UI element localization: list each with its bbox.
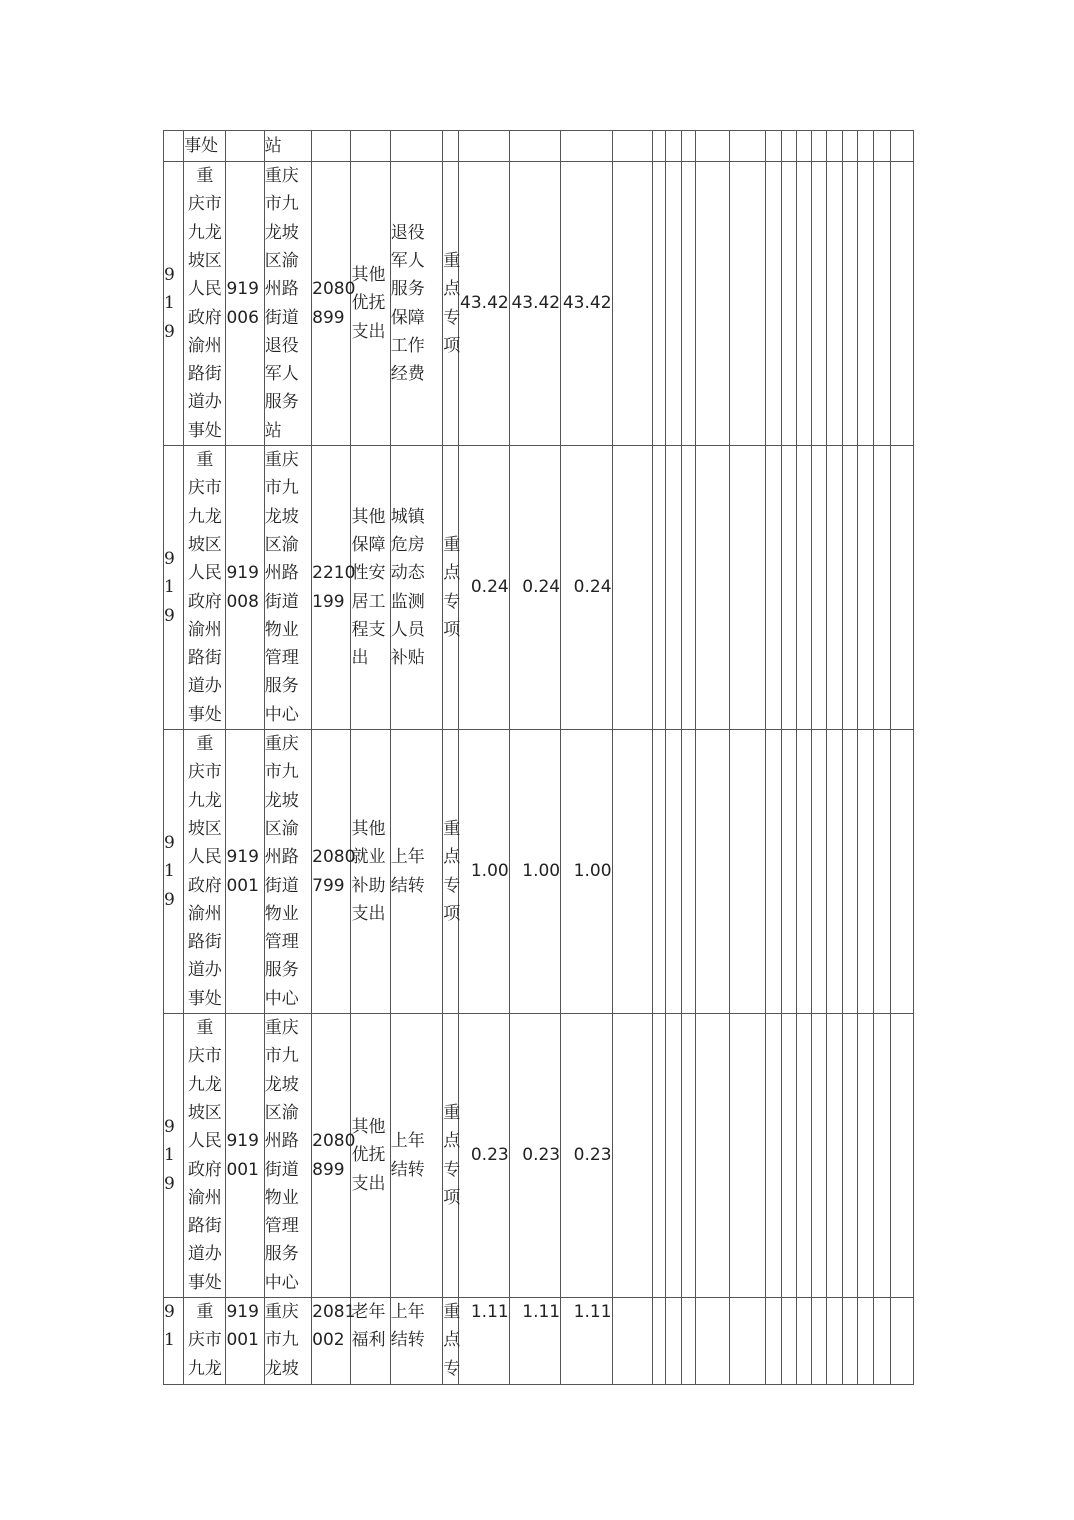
cell-unit: 重 庆市 九龙 坡区 人民 政府 渝州 路街 道办 事处 <box>184 1014 226 1298</box>
empty-cell <box>796 730 811 1014</box>
empty-cell <box>696 1014 730 1298</box>
empty-cell <box>652 131 665 162</box>
cell-func-code: 2081 002 <box>312 1298 351 1385</box>
empty-cell <box>696 162 730 446</box>
cell-project: 上年 结转 <box>390 1298 442 1385</box>
empty-cell <box>890 1014 913 1298</box>
cell-func-name <box>351 131 390 162</box>
cell-type: 重 点 专 <box>443 1298 459 1385</box>
empty-cell <box>730 162 765 446</box>
cell-unit: 事处 <box>184 131 226 162</box>
empty-cell <box>858 162 873 446</box>
cell-project <box>390 131 442 162</box>
empty-cell <box>781 446 796 730</box>
empty-cell <box>873 446 890 730</box>
cell-dept: 重庆 市九 龙坡 区渝 州路 街道 物业 管理 服务 中心 <box>264 1014 311 1298</box>
empty-cell <box>730 1014 765 1298</box>
cell-value-1: 0.24 <box>459 446 509 730</box>
cell-value-1: 43.42 <box>459 162 509 446</box>
empty-cell <box>890 131 913 162</box>
empty-cell <box>890 1298 913 1385</box>
cell-project: 退役 军人 服务 保障 工作 经费 <box>390 162 442 446</box>
cell-value-3: 43.42 <box>561 162 612 446</box>
empty-cell <box>796 446 811 730</box>
cell-func-code: 2210 199 <box>312 446 351 730</box>
empty-cell <box>843 162 858 446</box>
cell-value-2: 0.23 <box>509 1014 560 1298</box>
empty-cell <box>652 1298 665 1385</box>
empty-cell <box>682 131 696 162</box>
empty-cell <box>682 162 696 446</box>
empty-cell <box>665 730 681 1014</box>
cell-project: 城镇 危房 动态 监测 人员 补贴 <box>390 446 442 730</box>
cell-code <box>226 131 264 162</box>
empty-cell <box>730 446 765 730</box>
cell-value-3: 1.00 <box>561 730 612 1014</box>
cell-dept: 重庆 市九 龙坡 区渝 州路 街道 物业 管理 服务 中心 <box>264 730 311 1014</box>
empty-cell <box>812 730 827 1014</box>
cell-project: 上年 结转 <box>390 730 442 1014</box>
cell-code: 919 001 <box>226 1298 264 1385</box>
cell-value-2: 43.42 <box>509 162 560 446</box>
empty-cell <box>781 1014 796 1298</box>
cell-dept: 重庆 市九 龙坡 <box>264 1298 311 1385</box>
empty-cell <box>682 1298 696 1385</box>
empty-cell <box>730 131 765 162</box>
cell-value-3 <box>561 131 612 162</box>
empty-cell <box>796 1298 811 1385</box>
cell-index <box>164 131 184 162</box>
empty-cell <box>781 1298 796 1385</box>
cell-unit: 重 庆市 九龙 坡区 人民 政府 渝州 路街 道办 事处 <box>184 730 226 1014</box>
cell-index: 9 1 9 <box>164 730 184 1014</box>
empty-cell <box>696 446 730 730</box>
empty-cell <box>873 131 890 162</box>
empty-cell <box>682 446 696 730</box>
empty-cell <box>873 162 890 446</box>
empty-cell <box>696 131 730 162</box>
cell-dept: 重庆 市九 龙坡 区渝 州路 街道 退役 军人 服务 站 <box>264 162 311 446</box>
empty-cell <box>843 730 858 1014</box>
empty-cell <box>796 162 811 446</box>
empty-cell <box>796 131 811 162</box>
cell-value-2: 0.24 <box>509 446 560 730</box>
empty-cell <box>652 730 665 1014</box>
empty-cell <box>765 730 781 1014</box>
empty-cell <box>765 1298 781 1385</box>
empty-cell <box>858 1298 873 1385</box>
empty-cell <box>858 446 873 730</box>
empty-cell <box>843 1014 858 1298</box>
empty-cell <box>612 1014 652 1298</box>
empty-cell <box>812 131 827 162</box>
empty-cell <box>873 1014 890 1298</box>
cell-index: 9 1 9 <box>164 162 184 446</box>
empty-cell <box>696 1298 730 1385</box>
cell-dept: 站 <box>264 131 311 162</box>
empty-cell <box>765 162 781 446</box>
cell-value-1: 1.00 <box>459 730 509 1014</box>
empty-cell <box>652 162 665 446</box>
cell-func-code: 2080 799 <box>312 730 351 1014</box>
cell-unit: 重 庆市 九龙 <box>184 1298 226 1385</box>
empty-cell <box>827 131 843 162</box>
empty-cell <box>665 1298 681 1385</box>
cell-unit: 重 庆市 九龙 坡区 人民 政府 渝州 路街 道办 事处 <box>184 446 226 730</box>
cell-value-3: 0.24 <box>561 446 612 730</box>
cell-value-1: 1.11 <box>459 1298 509 1385</box>
empty-cell <box>665 446 681 730</box>
cell-func-name: 其他 就业 补助 支出 <box>351 730 390 1014</box>
cell-func-code <box>312 131 351 162</box>
budget-table <box>163 130 914 1385</box>
empty-cell <box>696 730 730 1014</box>
cell-type: 重 点 专 项 <box>443 162 459 446</box>
table-row-continued <box>164 131 914 162</box>
empty-cell <box>796 1014 811 1298</box>
cell-func-name: 老年 福利 <box>351 1298 390 1385</box>
cell-value-2 <box>509 131 560 162</box>
empty-cell <box>612 1298 652 1385</box>
table-row <box>164 446 914 730</box>
table-row <box>164 162 914 446</box>
cell-value-1: 0.23 <box>459 1014 509 1298</box>
cell-index: 9 1 9 <box>164 446 184 730</box>
empty-cell <box>781 162 796 446</box>
empty-cell <box>827 162 843 446</box>
cell-func-code: 2080 899 <box>312 1014 351 1298</box>
empty-cell <box>858 730 873 1014</box>
cell-type <box>443 131 459 162</box>
empty-cell <box>665 1014 681 1298</box>
empty-cell <box>765 1014 781 1298</box>
cell-value-2: 1.11 <box>509 1298 560 1385</box>
empty-cell <box>812 1014 827 1298</box>
empty-cell <box>812 162 827 446</box>
cell-code: 919 006 <box>226 162 264 446</box>
empty-cell <box>873 1298 890 1385</box>
cell-index: 9 1 9 <box>164 1014 184 1298</box>
empty-cell <box>682 1014 696 1298</box>
empty-cell <box>781 131 796 162</box>
empty-cell <box>730 1298 765 1385</box>
empty-cell <box>665 162 681 446</box>
cell-type: 重 点 专 项 <box>443 1014 459 1298</box>
cell-project: 上年 结转 <box>390 1014 442 1298</box>
cell-index: 9 1 <box>164 1298 184 1385</box>
cell-value-3: 0.23 <box>561 1014 612 1298</box>
table-row <box>164 1014 914 1298</box>
cell-func-code: 2080 899 <box>312 162 351 446</box>
empty-cell <box>827 1298 843 1385</box>
cell-dept: 重庆 市九 龙坡 区渝 州路 街道 物业 管理 服务 中心 <box>264 446 311 730</box>
empty-cell <box>682 730 696 1014</box>
empty-cell <box>858 1014 873 1298</box>
empty-cell <box>781 730 796 1014</box>
empty-cell <box>890 730 913 1014</box>
table-row-partial <box>164 1298 914 1385</box>
empty-cell <box>765 131 781 162</box>
empty-cell <box>827 730 843 1014</box>
empty-cell <box>827 1014 843 1298</box>
table-row <box>164 730 914 1014</box>
empty-cell <box>890 446 913 730</box>
empty-cell <box>612 162 652 446</box>
empty-cell <box>843 1298 858 1385</box>
empty-cell <box>730 730 765 1014</box>
empty-cell <box>812 1298 827 1385</box>
cell-unit: 重 庆市 九龙 坡区 人民 政府 渝州 路街 道办 事处 <box>184 162 226 446</box>
empty-cell <box>843 131 858 162</box>
cell-type: 重 点 专 项 <box>443 730 459 1014</box>
cell-value-3: 1.11 <box>561 1298 612 1385</box>
empty-cell <box>652 1014 665 1298</box>
empty-cell <box>765 446 781 730</box>
empty-cell <box>612 730 652 1014</box>
empty-cell <box>812 446 827 730</box>
cell-value-2: 1.00 <box>509 730 560 1014</box>
cell-value-1 <box>459 131 509 162</box>
cell-code: 919 001 <box>226 730 264 1014</box>
empty-cell <box>612 131 652 162</box>
cell-func-name: 其他 优抚 支出 <box>351 1014 390 1298</box>
empty-cell <box>890 162 913 446</box>
empty-cell <box>873 730 890 1014</box>
empty-cell <box>843 446 858 730</box>
empty-cell <box>858 131 873 162</box>
cell-type: 重 点 专 项 <box>443 446 459 730</box>
cell-func-name: 其他 保障 性安 居工 程支 出 <box>351 446 390 730</box>
empty-cell <box>612 446 652 730</box>
empty-cell <box>827 446 843 730</box>
empty-cell <box>652 446 665 730</box>
cell-code: 919 008 <box>226 446 264 730</box>
empty-cell <box>665 131 681 162</box>
cell-func-name: 其他 优抚 支出 <box>351 162 390 446</box>
cell-code: 919 001 <box>226 1014 264 1298</box>
